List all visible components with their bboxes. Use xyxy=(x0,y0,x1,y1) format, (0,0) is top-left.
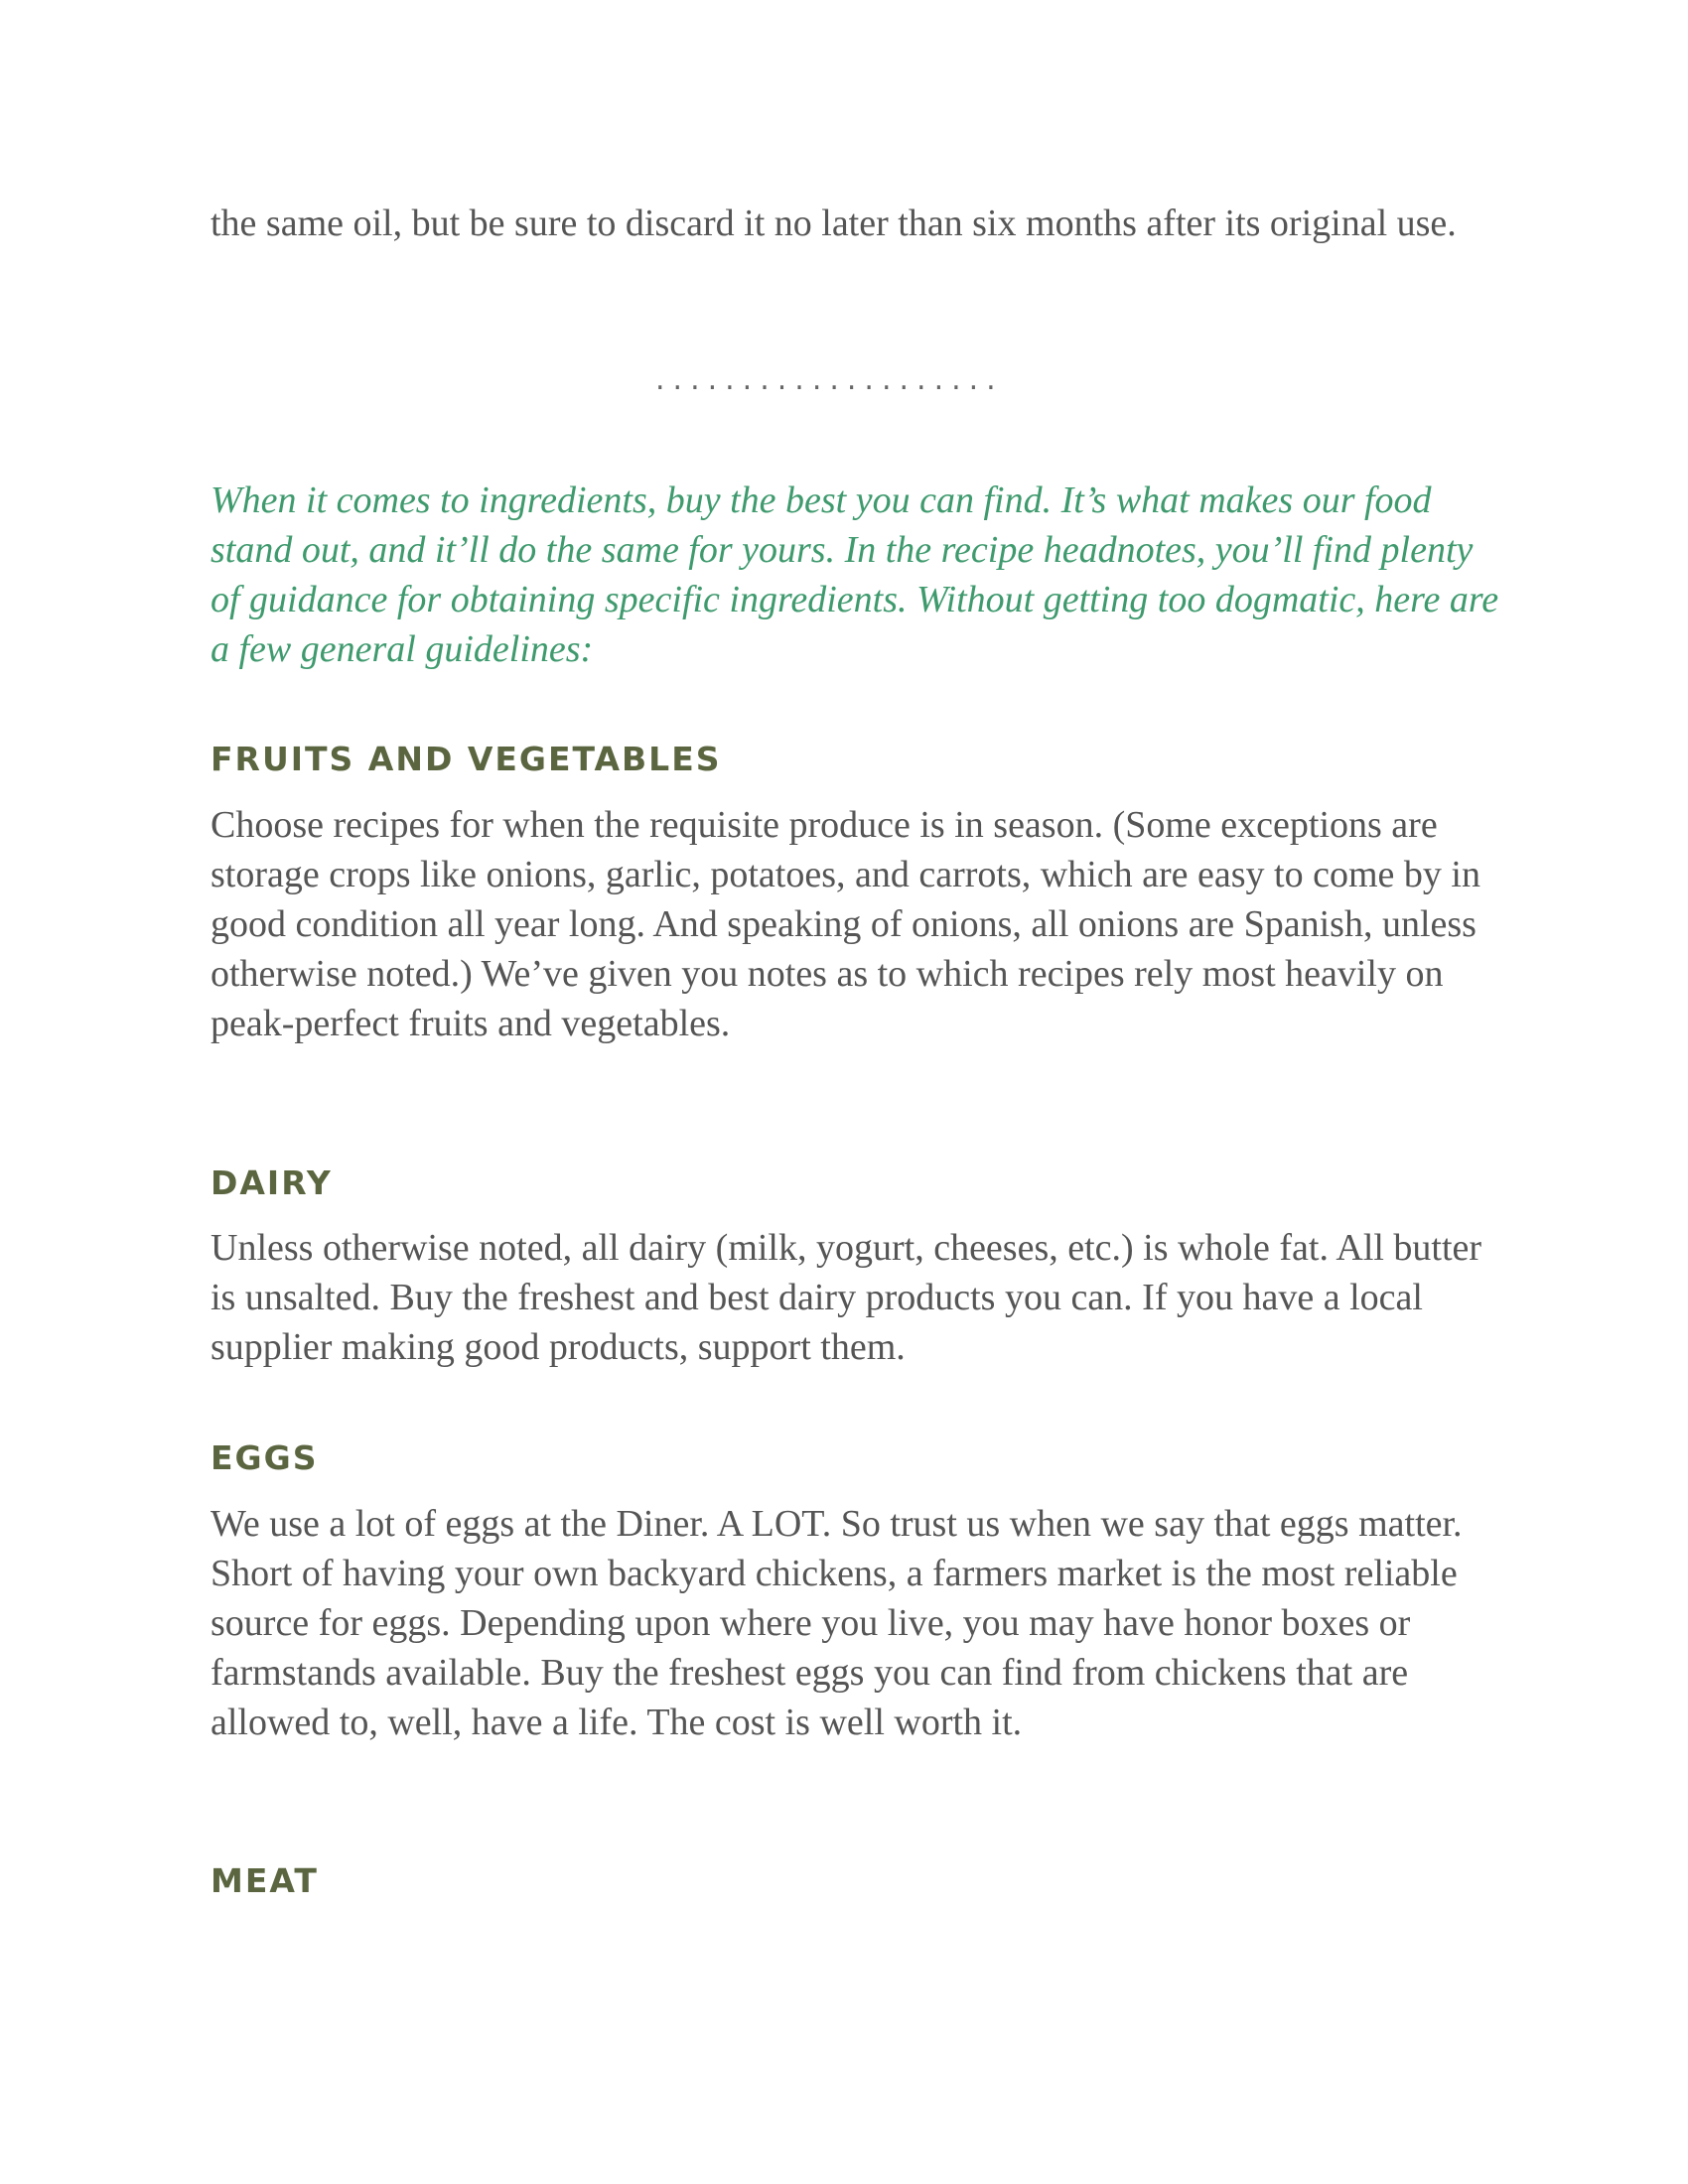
intro-paragraph: When it comes to ingredients, buy the best you can find. It’s what makes our food stand out, and it’ll do the same for yours. In the recipe headnotes, you’ll find plenty of guidance for obtaining specific ingredients. Without getting too dogmatic, here are a few general guidelines: xyxy=(211,479,1499,670)
eggs-paragraph: We use a lot of eggs at the Diner. A LOT. So trust us when we say that eggs matter. Short of having your own backyard chickens, a farmers market is the most reliable source for eggs. Depending upon where you live, you may have honor boxes or farmstands available. Buy the freshest eggs you can find from chickens that are allowed to, well, have a life. The cost is well worth it. xyxy=(211,1503,1463,1743)
dotted-divider: .................... xyxy=(655,362,1004,397)
heading-dairy: DAIRY xyxy=(211,1163,333,1202)
continuation-paragraph: the same oil, but be sure to discard it no later than six months after its original use. xyxy=(211,203,1457,244)
heading-fruits-and-vegetables: FRUITS AND VEGETABLES xyxy=(211,740,722,778)
heading-meat: MEAT xyxy=(211,1861,319,1900)
heading-eggs: EGGS xyxy=(211,1438,319,1477)
fruits-and-vegetables-paragraph: Choose recipes for when the requisite produce is in season. (Some exceptions are storage crops like onions, garlic, potatoes, and carrots, which are easy to come by in good condition all year long. And speaking of onions, all onions are Spanish, unless otherwise noted.) We’ve given you notes as to which recipes rely most heavily on peak-perfect fruits and vegetables. xyxy=(211,804,1480,1044)
dairy-paragraph: Unless otherwise noted, all dairy (milk, yogurt, cheeses, etc.) is whole fat. All butter is unsalted. Buy the freshest and best dairy products you can. If you have a local supplier making good products, support them. xyxy=(211,1227,1482,1368)
